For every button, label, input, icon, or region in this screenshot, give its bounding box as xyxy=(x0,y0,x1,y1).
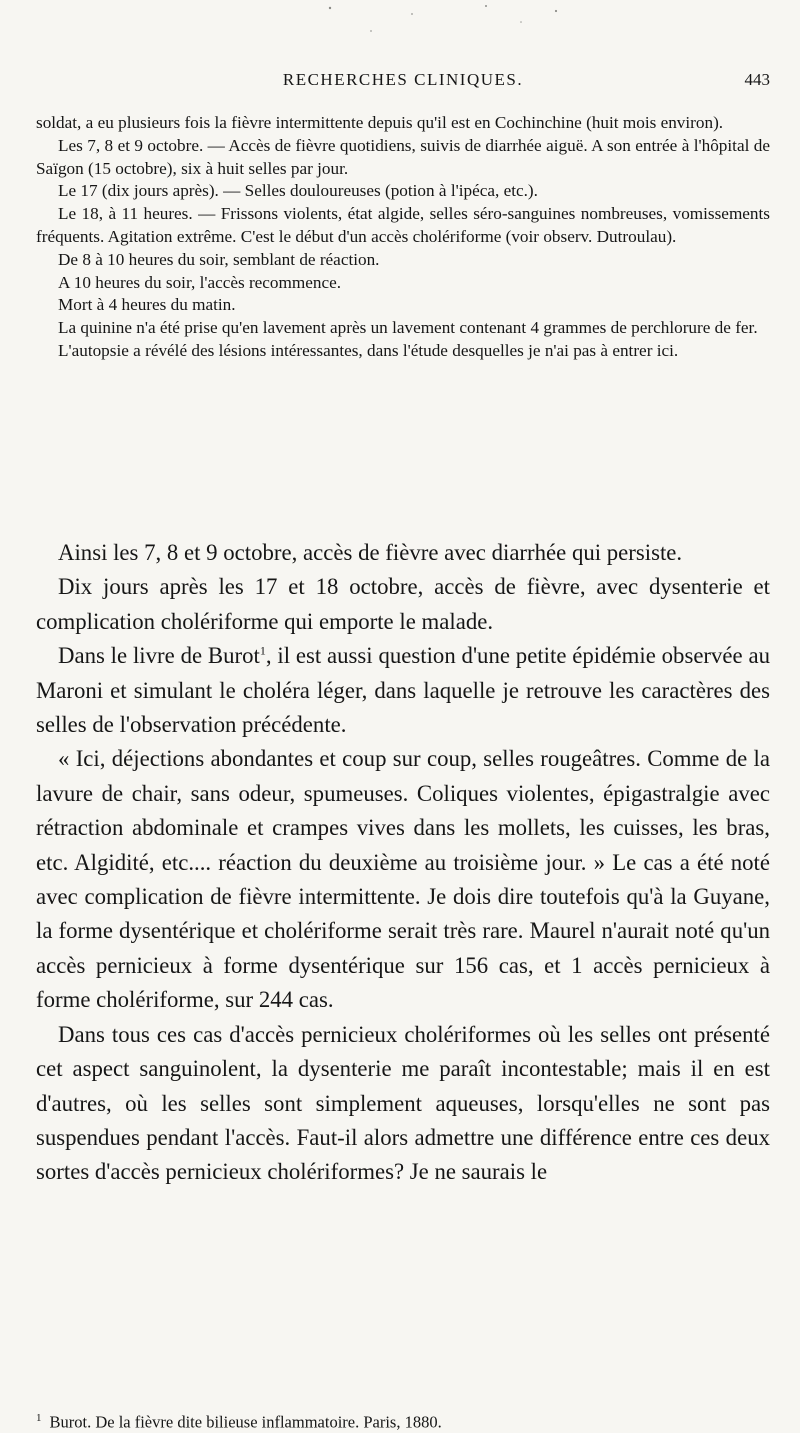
note-paragraph: Les 7, 8 et 9 octobre. — Accès de fièvre quotidiens, suivis de diarrhée aiguë. A son entrée à l'hôpital de Saïgon (15 octobre), six à huit selles par jour. xyxy=(36,135,770,178)
burot-text-before: Dans le livre de Burot xyxy=(58,643,260,669)
burot-text-after: , il est aussi question d'une petite épidémie observée au Maroni et simulant le choléra léger, dans laquelle je retrouve les caractères des selles de l'observation précédente. xyxy=(36,643,771,738)
body-paragraph: Ainsi les 7, 8 et 9 octobre, accès de fièvre avec diarrhée qui persiste. xyxy=(58,540,683,565)
body-paragraph: « Ici, déjections abondantes et coup sur coup, selles rougeâtres. Comme de la lavure de chair, sans odeur, spumeuses. Coliques violentes, épigastralgie avec rétraction abdominale et crampes vives dans les mollets, les cuisses, les bras, etc. Algidité, etc.... réaction du deuxième au troisième jour. » Le cas a été noté avec complication de fièvre intermittente. Je dois dire toutefois qu'à la Guyane, la forme dysentérique et cholériforme serait très rare. Maurel n'aurait noté qu'un accès pernicieux à forme dysentérique sur 156 cas, et 1 accès pernicieux à forme cholériforme, sur 244 cas. xyxy=(36,746,770,1013)
clinical-observation-notes xyxy=(36,112,770,363)
body-paragraph: Dix jours après les 17 et 18 octobre, accès de fièvre, avec dysenterie et complication cholériforme qui emporte le malade. xyxy=(36,574,770,634)
body-paragraph-burot xyxy=(36,639,770,742)
body-paragraph: Dans tous ces cas d'accès pernicieux cholériformes où les selles ont présenté cet aspect sanguinolent, la dysenterie me paraît incontestable; mais il en est d'autres, où les selles sont simplement aqueuses, lorsqu'elles ne sont pas suspendues pendant l'accès. Faut-il alors admettre une différence entre ces deux sortes d'accès pernicieux cholériformes? Je ne saurais le xyxy=(36,1021,770,1185)
note-paragraph: Le 17 (dix jours après). — Selles douloureuses (potion à l'ipéca, etc.). xyxy=(58,181,538,201)
footnote-text: Burot. De la fièvre dite bilieuse inflammatoire. Paris, 1880. xyxy=(49,1412,442,1432)
footnote xyxy=(36,1408,770,1433)
note-paragraph: La quinine n'a été prise qu'en lavement après un lavement contenant 4 grammes de perchlorure de fer. xyxy=(58,318,758,338)
note-paragraph: De 8 à 10 heures du soir, semblant de réaction. xyxy=(58,249,380,269)
page-header xyxy=(36,70,770,96)
page-number: 443 xyxy=(744,70,770,89)
main-text xyxy=(36,536,770,1190)
note-paragraph: Mort à 4 heures du matin. xyxy=(58,295,236,315)
paper-speckle-decoration xyxy=(0,0,800,60)
note-paragraph: soldat, a eu plusieurs fois la fièvre intermittente depuis qu'il est en Cochinchine (huit mois environ). xyxy=(36,113,724,132)
footnote-reference: 1 xyxy=(259,643,266,658)
note-paragraph: Le 18, à 11 heures. — Frissons violents, état algide, selles séro-sanguines nombreuses, vomissements fréquents. Agitation extrême. C'est le début d'un accès cholériforme (voir observ. Dutroulau). xyxy=(36,204,770,246)
note-paragraph: L'autopsie a révélé des lésions intéressantes, dans l'étude desquelles je n'ai pas à entrer ici. xyxy=(58,340,679,360)
footnote-mark: 1 xyxy=(36,1412,42,1424)
note-paragraph: A 10 heures du soir, l'accès recommence. xyxy=(58,272,342,292)
running-title: RECHERCHES CLINIQUES. xyxy=(282,70,524,89)
